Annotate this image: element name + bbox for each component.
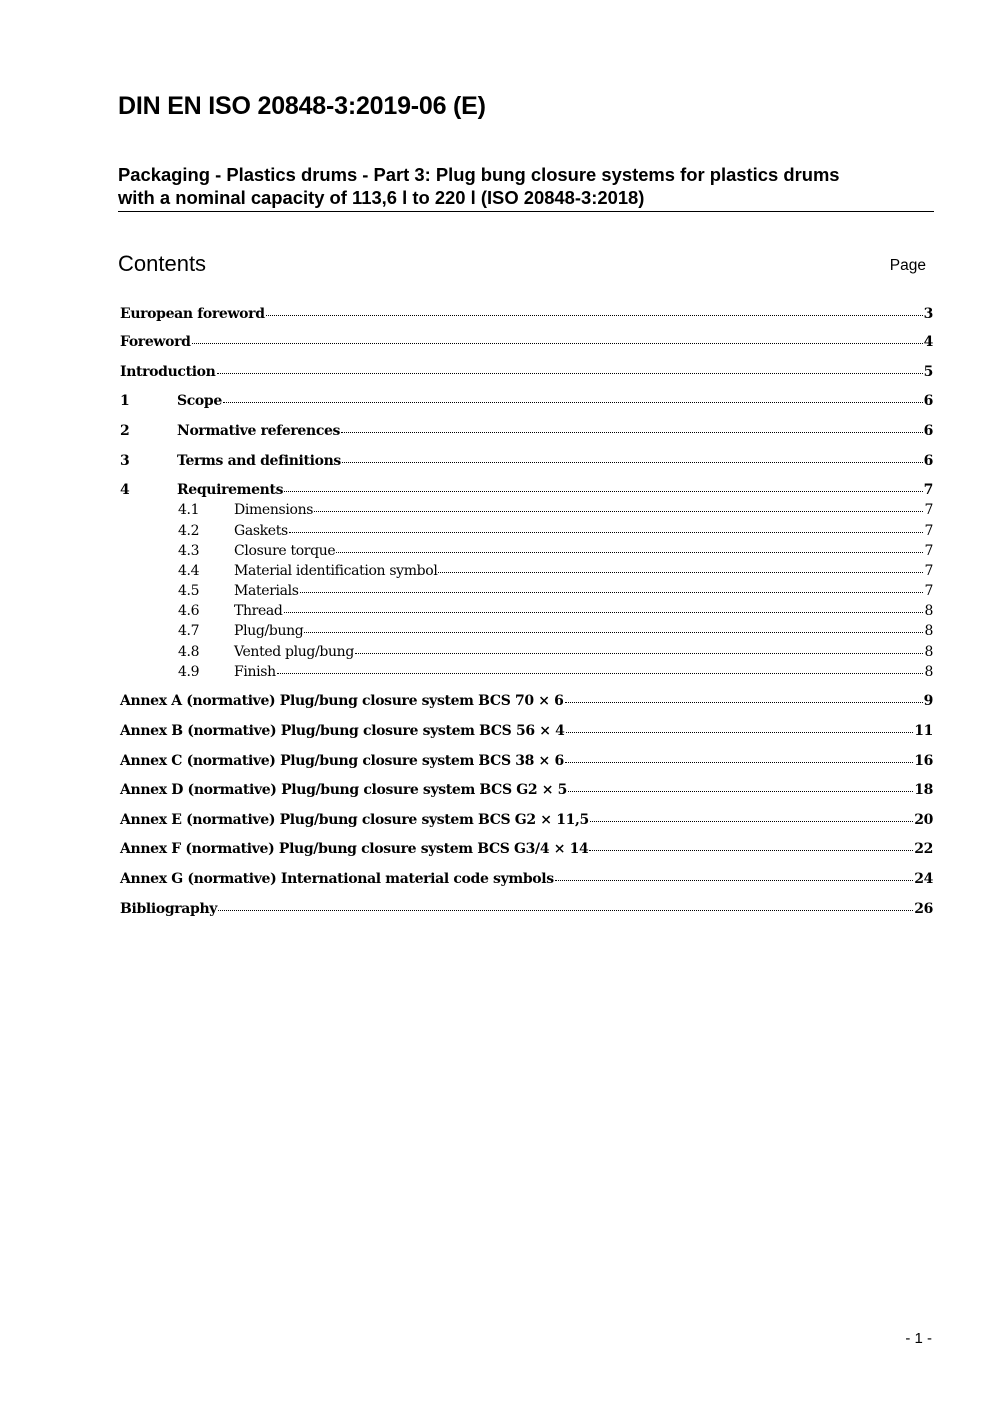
toc-entry-title: Material identification symbol xyxy=(234,563,438,579)
toc-entry-subclause-4-9[interactable] xyxy=(178,664,933,680)
toc-entry-page: 9 xyxy=(923,693,933,709)
toc-entry-title: Plug/bung xyxy=(234,623,304,639)
toc-entry-title: Annex C (normative) Plug/bung closure system BCS 38 × 6 xyxy=(120,753,564,769)
toc-entry-number: 4.4 xyxy=(178,563,200,579)
toc-entry-title: Thread xyxy=(234,603,283,619)
toc-leader-dots xyxy=(284,491,922,492)
toc-entry-page: 6 xyxy=(923,423,933,439)
toc-entry-title: Closure torque xyxy=(234,543,336,559)
toc-entry-annex-a[interactable] xyxy=(120,693,933,709)
toc-entry-number: 4.1 xyxy=(178,502,200,518)
toc-leader-dots xyxy=(217,373,923,374)
toc-entry-page: 22 xyxy=(914,841,933,857)
toc-entry-title: Requirements xyxy=(177,482,284,498)
toc-entry-page: 24 xyxy=(914,871,933,887)
toc-entry-page: 6 xyxy=(923,453,933,469)
toc-entry-subclause-4-2[interactable] xyxy=(178,523,933,539)
toc-entry-clause-2[interactable] xyxy=(120,423,933,439)
toc-entry-title: Annex G (normative) International material code symbols xyxy=(120,871,554,887)
toc-entry-foreword[interactable] xyxy=(120,334,933,350)
toc-entry-number: 4.8 xyxy=(178,644,200,660)
toc-entry-number: 4.9 xyxy=(178,664,200,680)
toc-entry-subclause-4-3[interactable] xyxy=(178,543,933,559)
document-title-line-2: with a nominal capacity of 113,6 l to 220 l (ISO 20848-3:2018) xyxy=(118,187,645,208)
toc-entry-title: Annex A (normative) Plug/bung closure system BCS 70 × 6 xyxy=(120,693,564,709)
document-title-line-1: Packaging - Plastics drums - Part 3: Plug bung closure systems for plastics drums xyxy=(118,164,840,185)
toc-leader-dots xyxy=(284,612,924,613)
toc-entry-page: 7 xyxy=(924,543,933,559)
toc-entry-subclause-4-7[interactable] xyxy=(178,623,933,639)
toc-leader-dots xyxy=(555,880,913,881)
toc-leader-dots xyxy=(568,791,913,792)
toc-entry-title: Finish xyxy=(234,664,276,680)
toc-entry-number: 2 xyxy=(120,423,130,439)
toc-entry-title: Dimensions xyxy=(234,502,314,518)
toc-entry-subclause-4-4[interactable] xyxy=(178,563,933,579)
toc-entry-annex-f[interactable] xyxy=(120,841,933,857)
toc-entry-subclause-4-5[interactable] xyxy=(178,583,933,599)
toc-entry-page: 18 xyxy=(914,782,933,798)
toc-entry-title: Introduction xyxy=(120,364,216,380)
toc-entry-page: 7 xyxy=(923,482,933,498)
toc-entry-title: Foreword xyxy=(120,334,191,350)
toc-leader-dots xyxy=(300,592,924,593)
toc-entry-number: 4.7 xyxy=(178,623,200,639)
toc-entry-clause-4[interactable] xyxy=(120,482,933,498)
toc-entry-number: 3 xyxy=(120,453,130,469)
toc-entry-annex-b[interactable] xyxy=(120,723,933,739)
toc-entry-page: 26 xyxy=(914,901,933,917)
toc-entry-title: European foreword xyxy=(120,306,265,322)
toc-entry-page: 6 xyxy=(923,393,933,409)
toc-leader-dots xyxy=(341,432,923,433)
toc-entry-number: 4.2 xyxy=(178,523,200,539)
toc-entry-page: 4 xyxy=(923,334,933,350)
toc-entry-title: Scope xyxy=(177,393,222,409)
toc-entry-number: 4.6 xyxy=(178,603,200,619)
footer-page-number: - 1 - xyxy=(905,1330,932,1347)
toc-leader-dots xyxy=(277,673,924,674)
document-id: DIN EN ISO 20848-3:2019-06 (E) xyxy=(118,92,486,120)
contents-heading: Contents xyxy=(118,251,207,276)
page-column-label: Page xyxy=(889,257,926,274)
toc-entry-page: 7 xyxy=(924,563,933,579)
toc-leader-dots xyxy=(566,732,914,733)
toc-entry-title: Annex B (normative) Plug/bung closure system BCS 56 × 4 xyxy=(120,723,565,739)
document-title xyxy=(118,163,934,212)
toc-entry-subclause-4-1[interactable] xyxy=(178,502,933,518)
toc-leader-dots xyxy=(223,402,923,403)
toc-entry-subclause-4-8[interactable] xyxy=(178,644,933,660)
toc-entry-european-foreword[interactable] xyxy=(120,306,933,322)
toc-entry-number: 4.3 xyxy=(178,543,200,559)
toc-entry-page: 8 xyxy=(924,603,933,619)
toc-leader-dots xyxy=(304,632,923,633)
toc-entry-title: Gaskets xyxy=(234,523,288,539)
toc-entry-page: 8 xyxy=(924,664,933,680)
toc-leader-dots xyxy=(192,343,923,344)
toc-leader-dots xyxy=(590,821,913,822)
toc-entry-page: 7 xyxy=(924,523,933,539)
toc-leader-dots xyxy=(289,532,924,533)
toc-entry-page: 16 xyxy=(914,753,933,769)
toc-entry-number: 4.5 xyxy=(178,583,200,599)
toc-leader-dots xyxy=(314,511,923,512)
toc-leader-dots xyxy=(342,462,923,463)
toc-leader-dots xyxy=(565,762,913,763)
toc-entry-title: Annex E (normative) Plug/bung closure system BCS G2 × 11,5 xyxy=(120,812,589,828)
toc-entry-title: Bibliography xyxy=(120,901,218,917)
toc-entry-page: 5 xyxy=(923,364,933,380)
toc-entry-title: Terms and definitions xyxy=(177,453,341,469)
toc-entry-page: 11 xyxy=(914,723,933,739)
toc-entry-title: Annex D (normative) Plug/bung closure system BCS G2 × 5 xyxy=(120,782,568,798)
toc-leader-dots xyxy=(355,653,923,654)
toc-leader-dots xyxy=(589,850,913,851)
toc-leader-dots xyxy=(266,315,923,316)
toc-entry-page: 7 xyxy=(924,502,933,518)
toc-leader-dots xyxy=(565,702,923,703)
toc-entry-title: Normative references xyxy=(177,423,341,439)
toc-entry-page: 8 xyxy=(924,623,933,639)
toc-entry-number: 1 xyxy=(120,393,130,409)
toc-entry-introduction[interactable] xyxy=(120,364,933,380)
toc-entry-bibliography[interactable] xyxy=(120,901,933,917)
toc-leader-dots xyxy=(438,572,923,573)
toc-entry-subclause-4-6[interactable] xyxy=(178,603,933,619)
toc-entry-annex-d[interactable] xyxy=(120,782,933,798)
toc-entry-title: Annex F (normative) Plug/bung closure system BCS G3/4 × 14 xyxy=(120,841,589,857)
toc-entry-clause-1[interactable] xyxy=(120,393,933,409)
toc-entry-page: 7 xyxy=(924,583,933,599)
toc-entry-number: 4 xyxy=(120,482,130,498)
toc-entry-page: 3 xyxy=(923,306,933,322)
toc-entry-title: Materials xyxy=(234,583,299,599)
toc-leader-dots xyxy=(218,910,913,911)
toc-leader-dots xyxy=(336,552,923,553)
toc-entry-title: Vented plug/bung xyxy=(234,644,354,660)
toc-entry-annex-c[interactable] xyxy=(120,753,933,769)
toc-entry-page: 20 xyxy=(914,812,933,828)
toc-entry-clause-3[interactable] xyxy=(120,453,933,469)
toc-entry-page: 8 xyxy=(924,644,933,660)
toc-entry-annex-e[interactable] xyxy=(120,812,933,828)
toc-entry-annex-g[interactable] xyxy=(120,871,933,887)
